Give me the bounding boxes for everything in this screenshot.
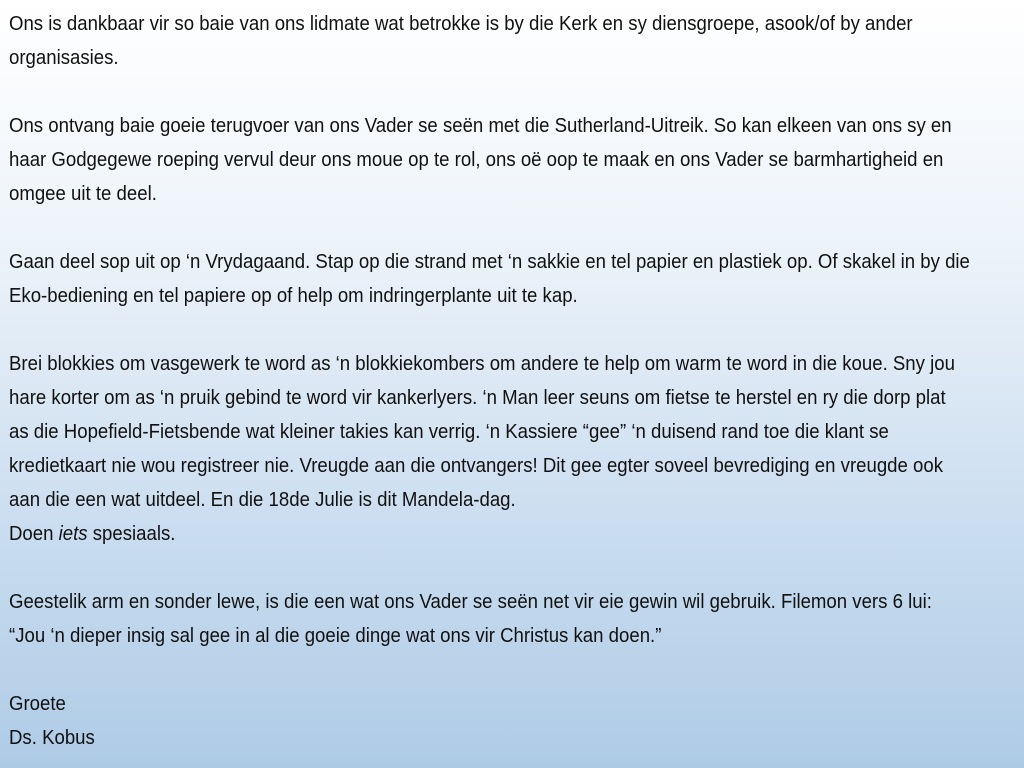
paragraph-2-line-3: omgee uit te deel. [9,183,157,205]
paragraph-4-line-3: as die Hopefield-Fietsbende wat kleiner takies kan verrig. ‘n Kassiere “gee” ‘n duisend rand toe die klant se [9,421,889,443]
iets-emphasis: iets [58,523,88,545]
paragraph-4-line-6 [9,517,939,551]
paragraph-3-line-1: Gaan deel sop uit op ‘n Vrydagaand. Stap op die strand met ‘n sakkie en tel papier en plastiek op. Of skakel in by die [9,251,970,273]
paragraph-spacer [9,313,939,347]
paragraph-4-line-1: Brei blokkies om vasgewerk te word as ‘n blokkiekombers om andere te help om warm te word in die koue. Sny jou [9,353,955,375]
paragraph-spacer [9,551,939,585]
paragraph-spacer [9,75,939,109]
paragraph-spacer [9,653,939,687]
letter-body [9,7,970,755]
paragraph-5-line-2: “Jou ‘n dieper insig sal gee in al die goeie dinge wat ons vir Christus kan doen.” [9,625,662,647]
doen-text: Doen [9,523,59,545]
paragraph-1-line-1: Ons is dankbaar vir so baie van ons lidmate wat betrokke is by die Kerk en sy diensgroepe, asook/of by ander [9,13,913,35]
paragraph-5-line-1: Geestelik arm en sonder lewe, is die een wat ons Vader se seën net vir eie gewin wil gebruik. Filemon vers 6 lui: [9,591,932,613]
paragraph-2-line-2: haar Godgegewe roeping vervul deur ons moue op te rol, ons oë oop te maak en ons Vader se barmhartigheid en [9,149,944,171]
paragraph-4-line-4: kredietkaart nie wou registreer nie. Vreugde aan die ontvangers! Dit gee egter soveel bevrediging en vreugde ook [9,455,944,477]
paragraph-4-line-5: aan die een wat uitdeel. En die 18de Julie is dit Mandela-dag. [9,489,516,511]
paragraph-3-line-2: Eko-bediening en tel papiere op of help om indringerplante uit te kap. [9,285,578,307]
paragraph-4-line-2: hare korter om as ‘n pruik gebind te word vir kankerlyers. ‘n Man leer seuns om fietse te herstel en ry die dorp plat [9,387,946,409]
spesiaals-text: spesiaals. [87,523,176,545]
paragraph-1-line-2: organisasies. [9,47,119,69]
closing-greeting: Groete [9,693,66,715]
paragraph-2-line-1: Ons ontvang baie goeie terugvoer van ons Vader se seën met die Sutherland-Uitreik. So kan elkeen van ons sy en [9,115,952,137]
paragraph-spacer [9,211,939,245]
closing-signature: Ds. Kobus [9,727,95,749]
